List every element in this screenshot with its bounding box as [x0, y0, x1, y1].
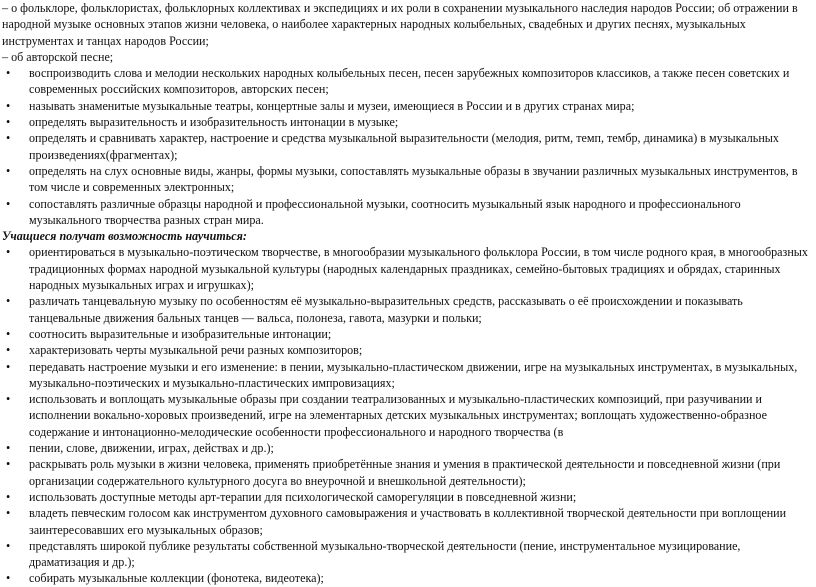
bullet-icon: • [6, 294, 11, 309]
bullet-list-opportunities [2, 244, 814, 586]
list-item [2, 244, 814, 293]
section-subheading: Учащиеся получат возможность научиться: [2, 229, 247, 244]
list-item-text: владеть певческим голосом как инструментом духовного самовыражения и участвовать в коллективной творческой деятельности при воплощении заинтересовавших его музыкальных образов; [29, 506, 787, 537]
bullet-list-skills [2, 65, 814, 228]
intro-paragraph-folklore: – о фольклоре, фольклористах, фольклорных коллективах и экспедициях и их роли в сохранении музыкального наследия народов России; об отражении в народной музыке основных этапов жизни человека, о наиболее характерных народных колыбельных, свадебных и других песнях, музыкальных инструментах и танцах народов России; [2, 1, 798, 48]
bullet-icon: • [6, 326, 11, 341]
list-item-text: сопоставлять различные образцы народной и профессиональной музыки, соотносить музыкальный язык народного и профессионального музыкального творчества разных стран мира. [29, 196, 741, 227]
bullet-icon: • [6, 441, 11, 456]
list-item [2, 342, 814, 358]
bullet-icon: • [6, 245, 11, 260]
bullet-icon: • [6, 196, 11, 211]
list-item [2, 65, 814, 98]
list-item-text: определять выразительность и изобразительность интонации в музыке; [29, 115, 399, 130]
list-item-text: определять на слух основные виды, жанры, формы музыки, сопоставлять музыкальные образы в звучании различных музыкальных инструментов, в том числе и современных электронных; [29, 163, 798, 195]
bullet-icon: • [6, 489, 11, 504]
list-item [2, 440, 814, 456]
list-item-text: характеризовать черты музыкальной речи разных композиторов; [29, 343, 363, 358]
list-item-text: определять и сравнивать характер, настроение и средства музыкальной выразительности (мелодия, ритм, темп, тембр, динамика) в музыкальных произведениях(фрагментах); [29, 131, 779, 162]
bullet-icon: • [6, 506, 11, 521]
list-item [2, 489, 814, 505]
intro-paragraph-author-song: – об авторской песне; [2, 49, 114, 64]
bullet-icon: • [6, 359, 11, 374]
bullet-icon: • [6, 538, 11, 553]
list-item [2, 196, 814, 229]
list-item-text: передавать настроение музыки и его изменение: в пении, музыкально-пластическом движении, игре на музыкальных инструментах, в музыкальных, музыкально-поэтических и музыкально-пластических импровизациях; [29, 359, 798, 390]
list-item [2, 538, 814, 571]
list-item [2, 114, 814, 130]
bullet-icon: • [6, 457, 11, 472]
list-item [2, 570, 814, 586]
bullet-icon: • [6, 66, 11, 81]
list-item [2, 326, 814, 342]
list-item-text: ориентироваться в музыкально-поэтическом творчестве, в многообразии музыкального фольклора России, в том числе родного края, в многообразных традиционных формах народной музыкальной культуры (народных календарных праздниках, семейно-бытовых традициях и обрядах, старинных народных музыкальных играх и игрушках); [29, 245, 808, 293]
list-item-text: представлять широкой публике результаты собственной музыкально-творческой деятельности (пение, инструментальное музицирование, драматизация и др.); [29, 538, 741, 570]
list-item-text: собирать музыкальные коллекции (фонотека, видеотека); [29, 571, 324, 586]
list-item-text: раскрывать роль музыки в жизни человека, применять приобретённые знания и умения в практической деятельности и повседневной жизни (при организации содержательного культурного досуга во внеурочной и внешкольной деятельности); [29, 457, 781, 488]
bullet-icon: • [6, 163, 11, 178]
bullet-icon: • [6, 392, 11, 407]
list-item [2, 293, 814, 326]
list-item [2, 456, 814, 489]
list-item-text: соотносить выразительные и изобразительные интонации; [29, 326, 332, 341]
bullet-icon: • [6, 98, 11, 113]
list-item [2, 505, 814, 538]
list-item-text: различать танцевальную музыку по особенностям её музыкально-выразительных средств, рассказывать о её происхождении и показывать танцевальные движения бальных танцев — вальса, полонеза, гавота, мазурки и польки; [29, 294, 743, 325]
list-item [2, 98, 814, 114]
list-item-text: использовать доступные методы арт-терапии для психологической саморегуляции в повседневной жизни; [29, 489, 577, 504]
list-item-text: использовать и воплощать музыкальные образы при создании театрализованных и музыкально-пластических композиций, при разучивании и исполнении вокально-хоровых произведений, игре на элементарных детских музыкальных инструментах; воплощать художественно-образное содержание и интонационно-мелодические особенности профессионального и народного творчества (в [29, 392, 767, 439]
list-item [2, 359, 814, 392]
bullet-icon: • [6, 115, 11, 130]
list-item-text: называть знаменитые музыкальные театры, концертные залы и музеи, имеющиеся в России и в других странах мира; [29, 98, 635, 113]
list-item [2, 391, 814, 440]
list-item-text: воспроизводить слова и мелодии нескольких народных колыбельных песен, песен зарубежных композиторов классиков, а также песен советских и современных российских композиторов, авторских песен; [29, 66, 790, 97]
list-item [2, 163, 814, 196]
list-item-text: пении, слове, движении, играх, действах и др.); [29, 441, 274, 456]
bullet-icon: • [6, 571, 11, 586]
bullet-icon: • [6, 131, 11, 146]
list-item [2, 130, 814, 163]
bullet-icon: • [6, 343, 11, 358]
